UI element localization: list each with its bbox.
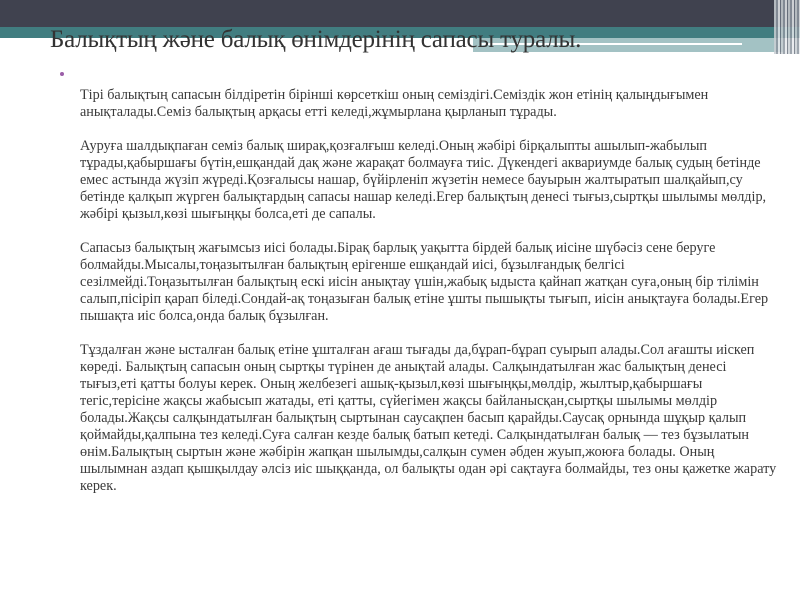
paragraph-fatness: Тірі балықтың сапасын білдіретін бірінші көрсеткіш оның семіздігі.Семіздік жон етінің қалыңдығымен анықталады.Семіз балықтың арқасы етті келеді,жұмырлана қырланып тұрады. (80, 87, 709, 120)
slide-body (80, 87, 780, 512)
decorative-stripes (774, 0, 800, 54)
paragraph-healthy-fish: Ауруға шалдықпаған семіз балық ширақ,қозғалғыш келеді.Оның жәбірі бірқалыпты ашылып-жабылып тұрады,қабыршағы бүтін,ешқандай дақ және жарақат болмауға тиіс. Дүкендегі аквариумде балық судың бетінде емес астында жүзіп жүреді.Қозғалысы нашар, бүйірленіп жүзетін немесе бауырын жалтыратып шалқайып,су бетінде қалқып жүрген балықтардың сапасы нашар келеді.Егер балықтың денесі тығыз,сыртқы шылымы мөлдір, жәбірі қызыл,көзі шығыңқы болса,еті де сапалы. (80, 138, 767, 222)
paragraph-smell: Сапасыз балықтың жағымсыз иісі болады.Бірақ барлық уақытта бірдей балық иісіне шүбәсіз сене беруге болмайды.Мысалы,тоңазытылған балықтың ерігенше ешқандай иісі, бұзылғандық белгісі сезілмейді.Тоңазытылған балықтың ескі иісін анықтау үшін,жабық ыдыста қайнап жатқан суға,оның бір тілімін салып,пісіріп қарап біледі.Сондай-ақ тоңазыған балық етіне ұшты пышықты тығып, иісін анықтауға болады.Егер пышақта иіс болса,онда балық бұзылған. (80, 240, 769, 324)
paragraph-salted-smoked: Тұздалған және ысталған балық етіне ұшталған ағаш тығады да,бұрап-бұрап суырып алады.Сол ағашты иіскеп көреді. Балықтың сапасын оның сыртқы түрінен де анықтай алады. Салқындатылған жас балықтың денесі тығыз,еті қатты болуы керек. Оның желбезегі ашық-қызыл,көзі шығыңқы,мөлдір, жылтыр,қабыршағы тегіс,терісіне жақсы жабысып жатады, еті қатты, сүйегімен жақсы байланысқан,сыртқы шылымы мөлдір болады.Жақсы салқындатылған балықтың сыртынан саусақпен басып қарайды.Саусақ орнында шұқыр қалып қоймайды,қалпына тез келеді.Суға салған кезде балық батып кетеді. Салқындатылған балық — тез бұзылатын өнім.Балықтың сыртын және жәбірін жапқан шылымды,салқын сумен әбден жуып,жоюға болады. Оның шылымнан аздап қышқылдау әлсіз иіс шыққанда, ол балықты одан әрі сақтауға болмайды, тез оны қажетке жарату керек. (80, 342, 777, 494)
slide-title: Балықтың және балық өнімдерінің сапасы туралы. (50, 26, 582, 53)
header-band-dark (0, 0, 800, 27)
bullet-icon (60, 72, 64, 76)
